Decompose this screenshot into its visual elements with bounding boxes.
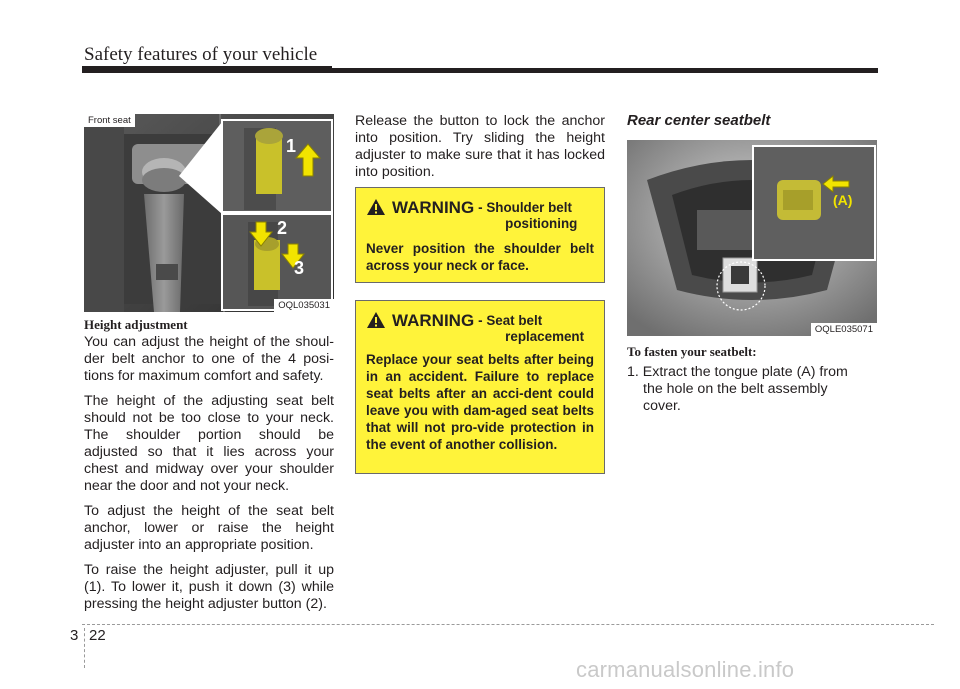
warning-label: WARNING: [392, 311, 475, 330]
step-1-line2: the hole on the belt assembly: [643, 381, 828, 397]
seat-belt-height-photo: [84, 114, 334, 312]
chapter-number: 3: [70, 627, 79, 644]
warning-title-line1: - Seat belt: [478, 313, 543, 328]
warning-header: [366, 198, 577, 232]
step-1-line3: cover.: [643, 398, 681, 414]
rear-center-seatbelt-photo: [627, 140, 877, 336]
height-adjustment-heading: Height adjustment: [84, 317, 188, 332]
warning-box-seat-belt-replacement: [355, 300, 605, 474]
watermark: carmanualsonline.info: [576, 657, 795, 682]
warning-header: [366, 311, 584, 345]
step-1: [627, 364, 879, 415]
fasten-seatbelt-heading: To fasten your seatbelt:: [627, 344, 757, 359]
step-1-line1: 1. Extract the tongue plate (A) from: [627, 364, 848, 380]
warning-body: Never position the shoulder belt across your neck or face.: [366, 241, 594, 273]
warning-label: WARNING: [392, 198, 475, 217]
warning-triangle-icon: [366, 311, 386, 329]
callout-a: (A): [833, 192, 853, 208]
callout-2: 2: [277, 218, 288, 238]
paragraph: To raise the height adjuster, pull it up (1). To lower it, push it down (3) while pressing the height adjuster button (2).: [84, 562, 334, 612]
warning-title-line2: replacement: [505, 329, 585, 344]
page-number: 22: [89, 627, 106, 644]
page-header-title: Safety features of your vehicle: [84, 44, 318, 65]
photo-code: OQL035031: [274, 299, 334, 312]
rear-center-seatbelt-title: Rear center seatbelt: [627, 112, 771, 129]
paragraph: You can adjust the height of the shoul-der belt anchor to one of the 4 posi-tions for maximum comfort and safety.: [84, 334, 334, 384]
warning-title: [478, 198, 577, 232]
warning-title-line1: - Shoulder belt: [478, 200, 572, 215]
header-rule-accent: [82, 66, 332, 73]
paragraph: To adjust the height of the seat belt anchor, lower or raise the height adjuster into an appropriate position.: [84, 503, 334, 553]
warning-box-shoulder-belt: [355, 187, 605, 283]
paragraph: The height of the adjusting seat belt should not be too close to your neck. The shoulder portion should be adjusted so that it lies across your chest and midway over your shoulder near the door and not your neck.: [84, 393, 334, 494]
warning-title-line2: positioning: [505, 216, 578, 231]
warning-body: Replace your seat belts after being in an accident. Failure to replace seat belts after an acci-dent could leave you with dam-aged seat belts that will not pro-vide protection in the event of another collision.: [366, 352, 594, 452]
footer-divider: [84, 628, 85, 668]
warning-title: [478, 311, 584, 345]
photo-label-front-seat: Front seat: [84, 114, 135, 127]
callout-1: 1: [286, 136, 297, 156]
warning-triangle-icon: [366, 198, 386, 216]
photo-code: OQLE035071: [811, 323, 877, 336]
left-column-body: [84, 334, 334, 621]
seat-belt-illustration: [84, 114, 334, 312]
footer-rule: [82, 624, 934, 625]
rear-seatbelt-illustration: [627, 140, 877, 336]
middle-intro-paragraph: Release the button to lock the anchor into position. Try sliding the height adjuster to make sure that it has locked into position.: [355, 113, 605, 180]
callout-3: 3: [294, 258, 305, 278]
